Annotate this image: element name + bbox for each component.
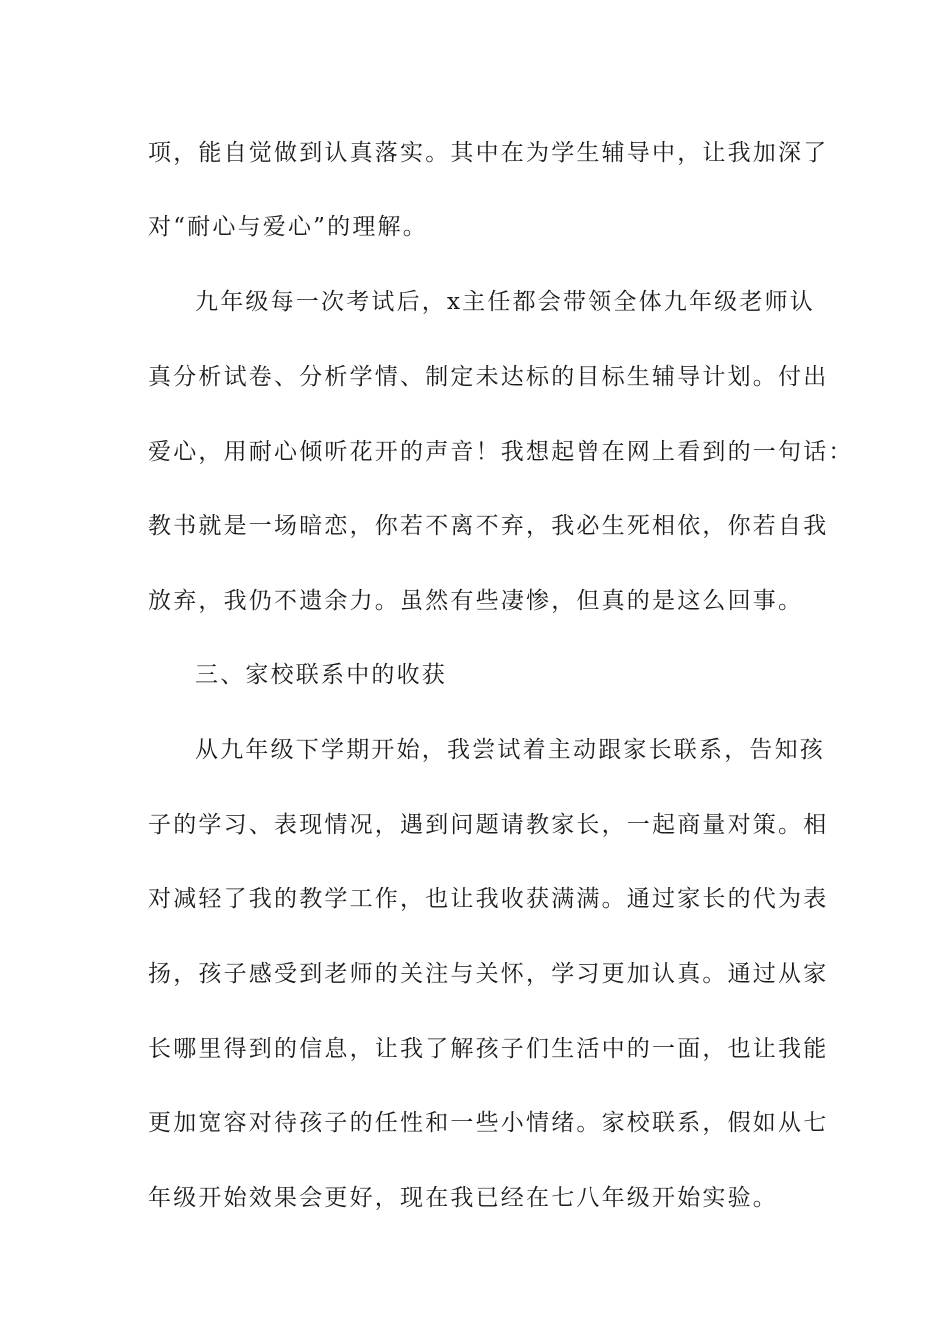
paragraph-line: 长哪里得到的信息，让我了解孩子们生活中的一面，也让我能 — [148, 1036, 829, 1062]
paragraph-line: 爱心，用耐心倾听花开的声音！我想起曾在网上看到的一句话： — [148, 439, 854, 465]
paragraph-line: 更加宽容对待孩子的任性和一些小情绪。家校联系，假如从七 — [148, 1110, 829, 1136]
section-heading: 三、家校联系中的收获 — [195, 662, 447, 688]
paragraph-line: 对减轻了我的教学工作，也让我收获满满。通过家长的代为表 — [148, 886, 829, 912]
paragraph-line: 项，能自觉做到认真落实。其中在为学生辅导中，让我加深了 — [148, 140, 829, 166]
paragraph-line: 教书就是一场暗恋，你若不离不弃，我必生死相依，你若自我 — [148, 513, 829, 539]
paragraph-line: 放弃，我仍不遗余力。虽然有些凄惨，但真的是这么回事。 — [148, 588, 804, 614]
paragraph-line: 真分析试卷、分析学情、制定未达标的目标生辅导计划。付出 — [148, 364, 829, 390]
paragraph-line: 年级开始效果会更好，现在我已经在七八年级开始实验。 — [148, 1185, 778, 1211]
paragraph-line: 从九年级下学期开始，我尝试着主动跟家长联系，告知孩 — [195, 737, 825, 763]
paragraph-line: 扬，孩子感受到老师的关注与关怀，学习更加认真。通过从家 — [148, 961, 829, 987]
paragraph-line: 九年级每一次考试后，x主任都会带领全体九年级老师认 — [195, 289, 815, 315]
paragraph-line: 子的学习、表现情况，遇到问题请教家长，一起商量对策。相 — [148, 812, 829, 838]
paragraph-line: 对“耐心与爱心”的理解。 — [148, 214, 428, 240]
